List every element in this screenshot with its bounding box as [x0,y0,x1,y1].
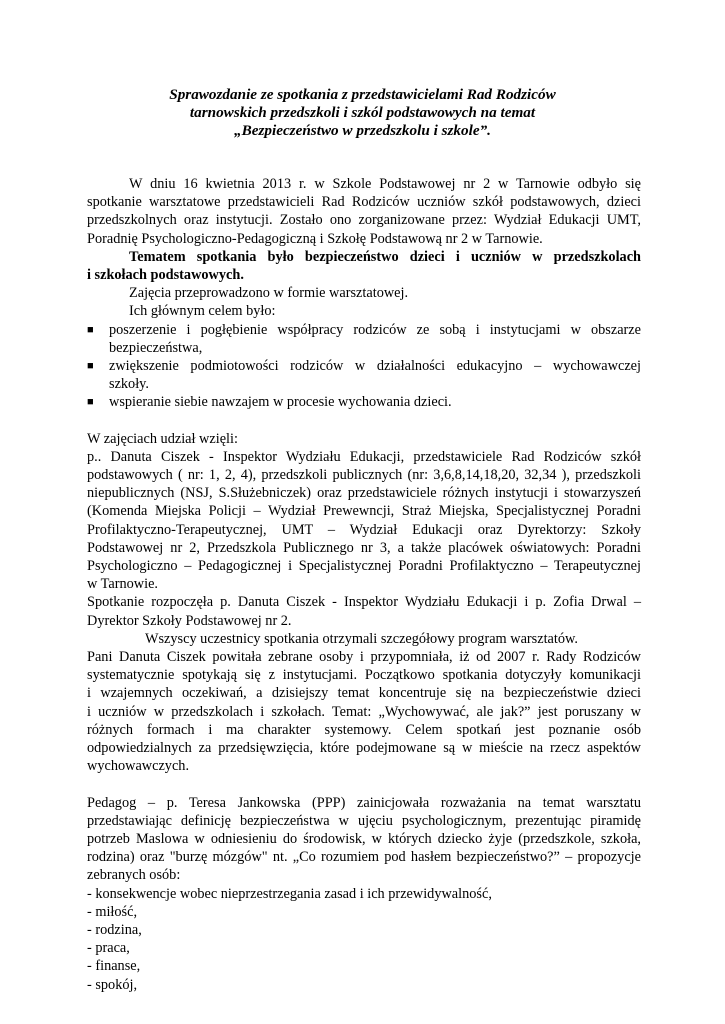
text-line: rodzina) oraz "burzę mózgów" nt. „Co rozumiem pod hasłem bezpieczeństwo?” – propozycje [87,849,641,866]
text-line: poszerzenie i pogłębienie współpracy rodziców ze sobą i instytucjami w obszarze [109,321,641,338]
text-line: zebranych osób: [87,867,181,884]
list-item [87,357,641,393]
paragraph-topic [87,248,641,284]
list-item: - finanse, [87,958,141,975]
bullet-square-icon: ■ [87,396,94,409]
text-line: Poradnię Psychologiczno-Pedagogiczną i Szkołę Podstawową nr 2 w Tarnowie. [87,230,543,247]
text-line: (Komenda Miejska Policji – Wydział Prewewncji, Straż Miejska, Specjalistycznej Poradni [87,503,641,520]
paragraph-format: Zajęcia przeprowadzono w formie warsztatowej. [129,285,409,302]
text-line: Pani Danuta Ciszek powitała zebrane osoby i przypomniała, iż od 2007 r. Rady Rodziców [87,649,641,666]
text-line: W dniu 16 kwietnia 2013 r. w Szkole Podstawowej nr 2 w Tarnowie odbyło się [129,176,641,192]
text-line: przedszkolnych oraz instytucji. Zostało ono zorganizowane przez: Wydział Edukacji UMT, [87,212,641,229]
paragraph-participants [87,430,641,630]
list-item [87,321,641,357]
report-body [87,175,641,994]
text-line: w Tarnowie. [87,576,158,593]
text-line: W zajęciach udział wzięli: [87,430,238,447]
text-line: Tematem spotkania było bezpieczeństwo dzieci i uczniów w przedszkolach [129,248,641,265]
list-item [87,393,641,411]
bullet-square-icon: ■ [87,323,94,336]
text-line: Pedagog – p. Teresa Jankowska (PPP) zainicjowała rozważania na temat warsztatu [87,794,641,811]
title-line: Sprawozdanie ze spotkania z przedstawicielami Rad Rodziców [169,86,556,103]
text-line: wychowawczych. [87,758,190,775]
proposals-list [87,885,641,994]
text-line: p.. Danuta Ciszek - Inspektor Wydziału Edukacji, przedstawiciele Rad Rodziców szkół [87,448,641,465]
paragraph-goals-intro: Ich głównym celem było: [129,303,276,320]
paragraph-program: Wszyscy uczestnicy spotkania otrzymali szczegółowy program warsztatów. [145,630,578,647]
goals-list [87,321,641,412]
text-line: Spotkanie rozpoczęła p. Danuta Ciszek - Inspektor Wydziału Edukacji i p. Zofia Drwal – [87,594,641,611]
text-line: Psychologiczno – Pedagogicznej i Specjalistycznej Poradni Profilaktyczno – Terapeutycznej [87,558,641,575]
paragraph-intro [87,175,641,248]
list-item: - konsekwencje wobec nieprzestrzegania zasad i ich przewidywalność, [87,885,492,902]
title-line: tarnowskich przedszkoli i szkól podstawowych na temat [189,104,536,121]
text-line: spotkanie warsztatowe przedstawicieli Rad Rodziców uczniów szkół podstawowych, dzieci [87,194,641,211]
text-line: podstawowych ( nr: 1, 2, 4), przedszkoli publicznych (nr: 3,6,8,14,18,20, 32,34 ), przedszkoli [87,467,641,484]
text-line: niepublicznych (NSJ, S.Służebniczek) oraz przedstawiciele różnych instytucji i stowarzyszeń [87,485,641,502]
text-line: Podstawowej nr 2, Przedszkola Publicznego nr 3, a także placówek oświatowych: Poradni [87,539,641,556]
text-line: systematycznie spotykają się z instytucjami. Początkowo spotkania dotyczyły komunikacji [87,667,641,684]
text-line: zwiększenie podmiotowości rodziców w działalności edukacyjno – wychowawczej [109,358,641,375]
text-line: Profilaktyczno-Terapeutycznej, UMT – Wydział Edukacji oraz Dyrektorzy: Szkoły [87,521,641,538]
text-line: i uczniów w przedszkolach i szkołach. Temat: „Wychowywać, ale jak?” jest poruszany w [87,703,641,720]
title-line: „Bezpieczeństwo w przedszkolu i szkole”. [234,122,491,139]
text-line: odpowiedzialnych za przedsięwzięcia, które podejmowane są w mieście na rzecz aspektów [87,740,641,757]
bullet-square-icon: ■ [87,360,94,373]
text-line: Dyrektor Szkoły Podstawowej nr 2. [87,612,292,629]
text-line: bezpieczeństwa, [109,339,203,356]
text-line: przedstawiając definicję bezpieczeństwa w ujęciu psychologicznym, prezentując piramidę [87,812,641,829]
text-line: i wzajemnych oczekiwań, a dzisiejszy temat koncentruje się na bezpieczeństwie dzieci [87,685,641,702]
list-item: - spokój, [87,976,138,993]
text-line: szkoły. [109,376,149,393]
paragraph-welcome [87,648,641,775]
text-line: i szkołach podstawowych. [87,267,244,284]
list-item: - praca, [87,940,130,957]
paragraph-pedagogue [87,794,641,885]
text-line: wspieranie siebie nawzajem w procesie wychowania dzieci. [109,394,452,411]
report-title [0,86,725,140]
text-line: różnych formach i ma charakter systemowy. Celem spotkań jest poznanie osób [87,721,641,738]
list-item: - rodzina, [87,921,142,938]
text-line: potrzeb Maslowa w odniesieniu do środowisk, w których dziecko żyje (przedszkole, szkoła, [87,830,641,847]
list-item: - miłość, [87,903,138,920]
